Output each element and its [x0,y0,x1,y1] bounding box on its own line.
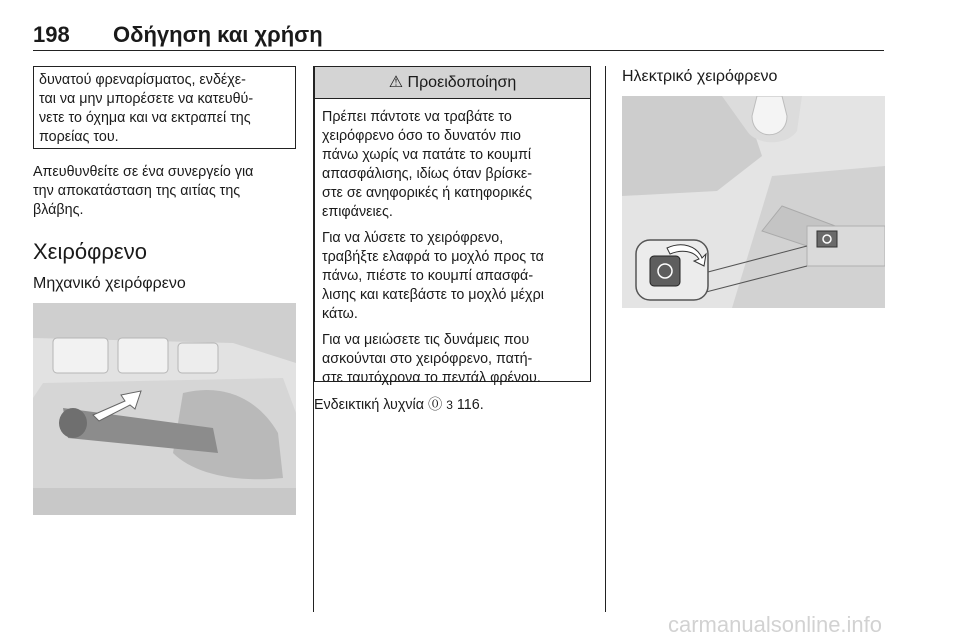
text-line: πάνω χωρίς να πατάτε το κουμπί [322,147,532,163]
header-rule [33,50,884,51]
text-line: ασκούνται στο χειρόφρενο, πατή- [322,351,533,367]
warning-box [314,66,591,386]
text-line: απασφάλισης, ιδίως όταν βρίσκε- [322,166,533,182]
text-line: χειρόφρενο όσο το δυνατόν πιο [322,128,521,144]
electric-brake-figure [622,96,885,308]
watermark: carmanualsonline.info [668,612,883,637]
warning-header [315,67,590,99]
text-line: την αποκατάσταση της αιτίας της [33,183,241,199]
text-line: Για να μειώσετε τις δυνάμεις που [322,332,530,348]
heading-electric-brake: Ηλεκτρικό χειρόφρενο [622,68,778,85]
warning-paragraph-3 [322,331,588,388]
text-line: ται να μην μπορέσετε να κατευθύ- [39,91,254,107]
text-line: στε ταυτόχρονα το πεντάλ φρένου. [322,370,541,386]
text-line: νετε το όχημα και να εκτραπεί της [39,110,251,126]
text-line: λισης και κατεβάστε το μοχλό μέχρι [322,287,544,303]
continued-warning-box [33,66,296,149]
warning-title: Προειδοποίηση [407,74,517,91]
warning-triangle-icon: ⚠ [388,74,404,91]
text-line: Πρέπει πάντοτε να τραβάτε το [322,109,512,125]
text-line: Απευθυνθείτε σε ένα συνεργείο για [33,164,254,180]
text-line: κάτω. [322,306,358,322]
heading-parking-brake: Χειρόφρενο [33,239,147,264]
page-number: 198 [33,22,70,47]
page-ref-arrow-icon: 3 [446,398,453,412]
section-title: Οδήγηση και χρήση [113,22,323,47]
subheading-mechanical-brake: Μηχανικό χειρόφρενο [33,275,186,292]
warning-paragraph-1 [322,108,588,222]
text-line: πορείας του. [39,129,119,145]
brake-indicator-icon: ⓪ [427,397,443,413]
text-line: τραβήξτε ελαφρά το μοχλό προς τα [322,249,544,265]
text-line: πάνω, πιέστε το κουμπί απασφά- [322,268,534,284]
mechanical-brake-figure [33,303,296,515]
text-line: βλάβης. [33,202,84,218]
workshop-paragraph [33,163,303,220]
warning-body [322,108,588,395]
indicator-text: Ενδεικτική λυχνία [314,397,424,413]
column-divider-2 [605,66,606,612]
text-line: Για να λύσετε το χειρόφρενο, [322,230,504,246]
text-line: δυνατού φρεναρίσματος, ενδέχε- [39,72,246,88]
page-reference-link[interactable]: 116. [456,397,484,413]
text-line: επιφάνειες. [322,204,393,220]
text-line: στε σε ανηφορικές ή κατηφορικές [322,185,532,201]
indicator-reference [314,396,484,415]
continued-warning-text [39,71,291,147]
warning-paragraph-2 [322,229,588,324]
